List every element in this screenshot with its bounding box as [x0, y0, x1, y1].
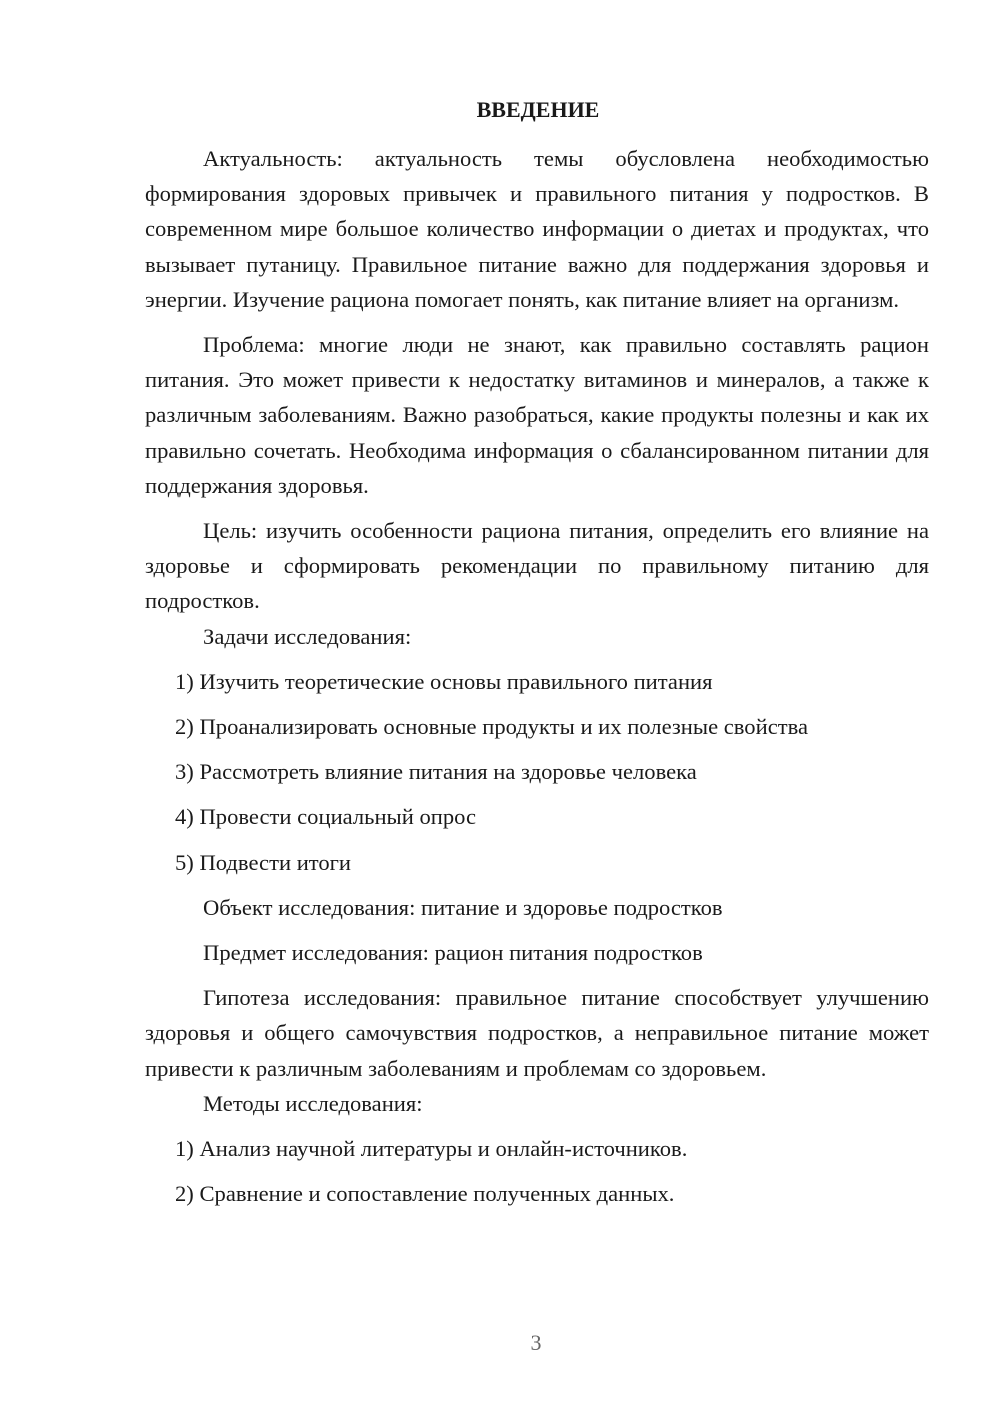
- task-item: 5) Подвести итоги: [175, 849, 352, 875]
- goal-paragraph: Цель: изучить особенности рациона питания, определить его влияние на здоровье и сформировать рекомендации по правильному питанию для подростков.: [145, 518, 929, 614]
- task-item: 3) Рассмотреть влияние питания на здоровье человека: [175, 759, 697, 785]
- tasks-list: [145, 664, 929, 880]
- task-item: 4) Провести социальный опрос: [175, 804, 477, 830]
- page-number: 3: [530, 1330, 542, 1355]
- methods-list: [145, 1131, 929, 1211]
- problem-paragraph: Проблема: многие люди не знают, как правильно составлять рацион питания. Это может привести к недостатку витаминов и минералов, а также к различным заболеваниям. Важно разобраться, какие продукты полезны и как их правильно сочетать. Необходима информация о сбалансированном питании для поддержания здоровья.: [145, 332, 929, 498]
- section-heading: ВВЕДЕНИЕ: [476, 97, 600, 122]
- subject-line: Предмет исследования: рацион питания подростков: [203, 940, 703, 966]
- object-line: Объект исследования: питание и здоровье подростков: [203, 894, 723, 920]
- relevance-paragraph: Актуальность: актуальность темы обусловлена необходимостью формирования здоровых привычек и правильного питания у подростков. В современном мире большое количество информации о диетах и продуктах, что вызывает путаницу. Правильное питание важно для поддержания здоровья и энергии. Изучение рациона помогает понять, как питание влияет на организм.: [145, 146, 929, 312]
- hypothesis-paragraph: Гипотеза исследования: правильное питание способствует улучшению здоровья и общего самочувствия подростков, а неправильное питание может привести к различным заболеваниям и проблемам со здоровьем.: [145, 985, 929, 1081]
- tasks-title: Задачи исследования:: [203, 623, 412, 649]
- task-item: 2) Проанализировать основные продукты и их полезные свойства: [175, 714, 808, 740]
- task-item: 1) Изучить теоретические основы правильного питания: [175, 668, 713, 694]
- page-content: [145, 92, 929, 1211]
- method-item: 1) Анализ научной литературы и онлайн-источников.: [175, 1136, 688, 1162]
- methods-title: Методы исследования:: [203, 1090, 423, 1116]
- method-item: 2) Сравнение и сопоставление полученных данных.: [175, 1181, 675, 1207]
